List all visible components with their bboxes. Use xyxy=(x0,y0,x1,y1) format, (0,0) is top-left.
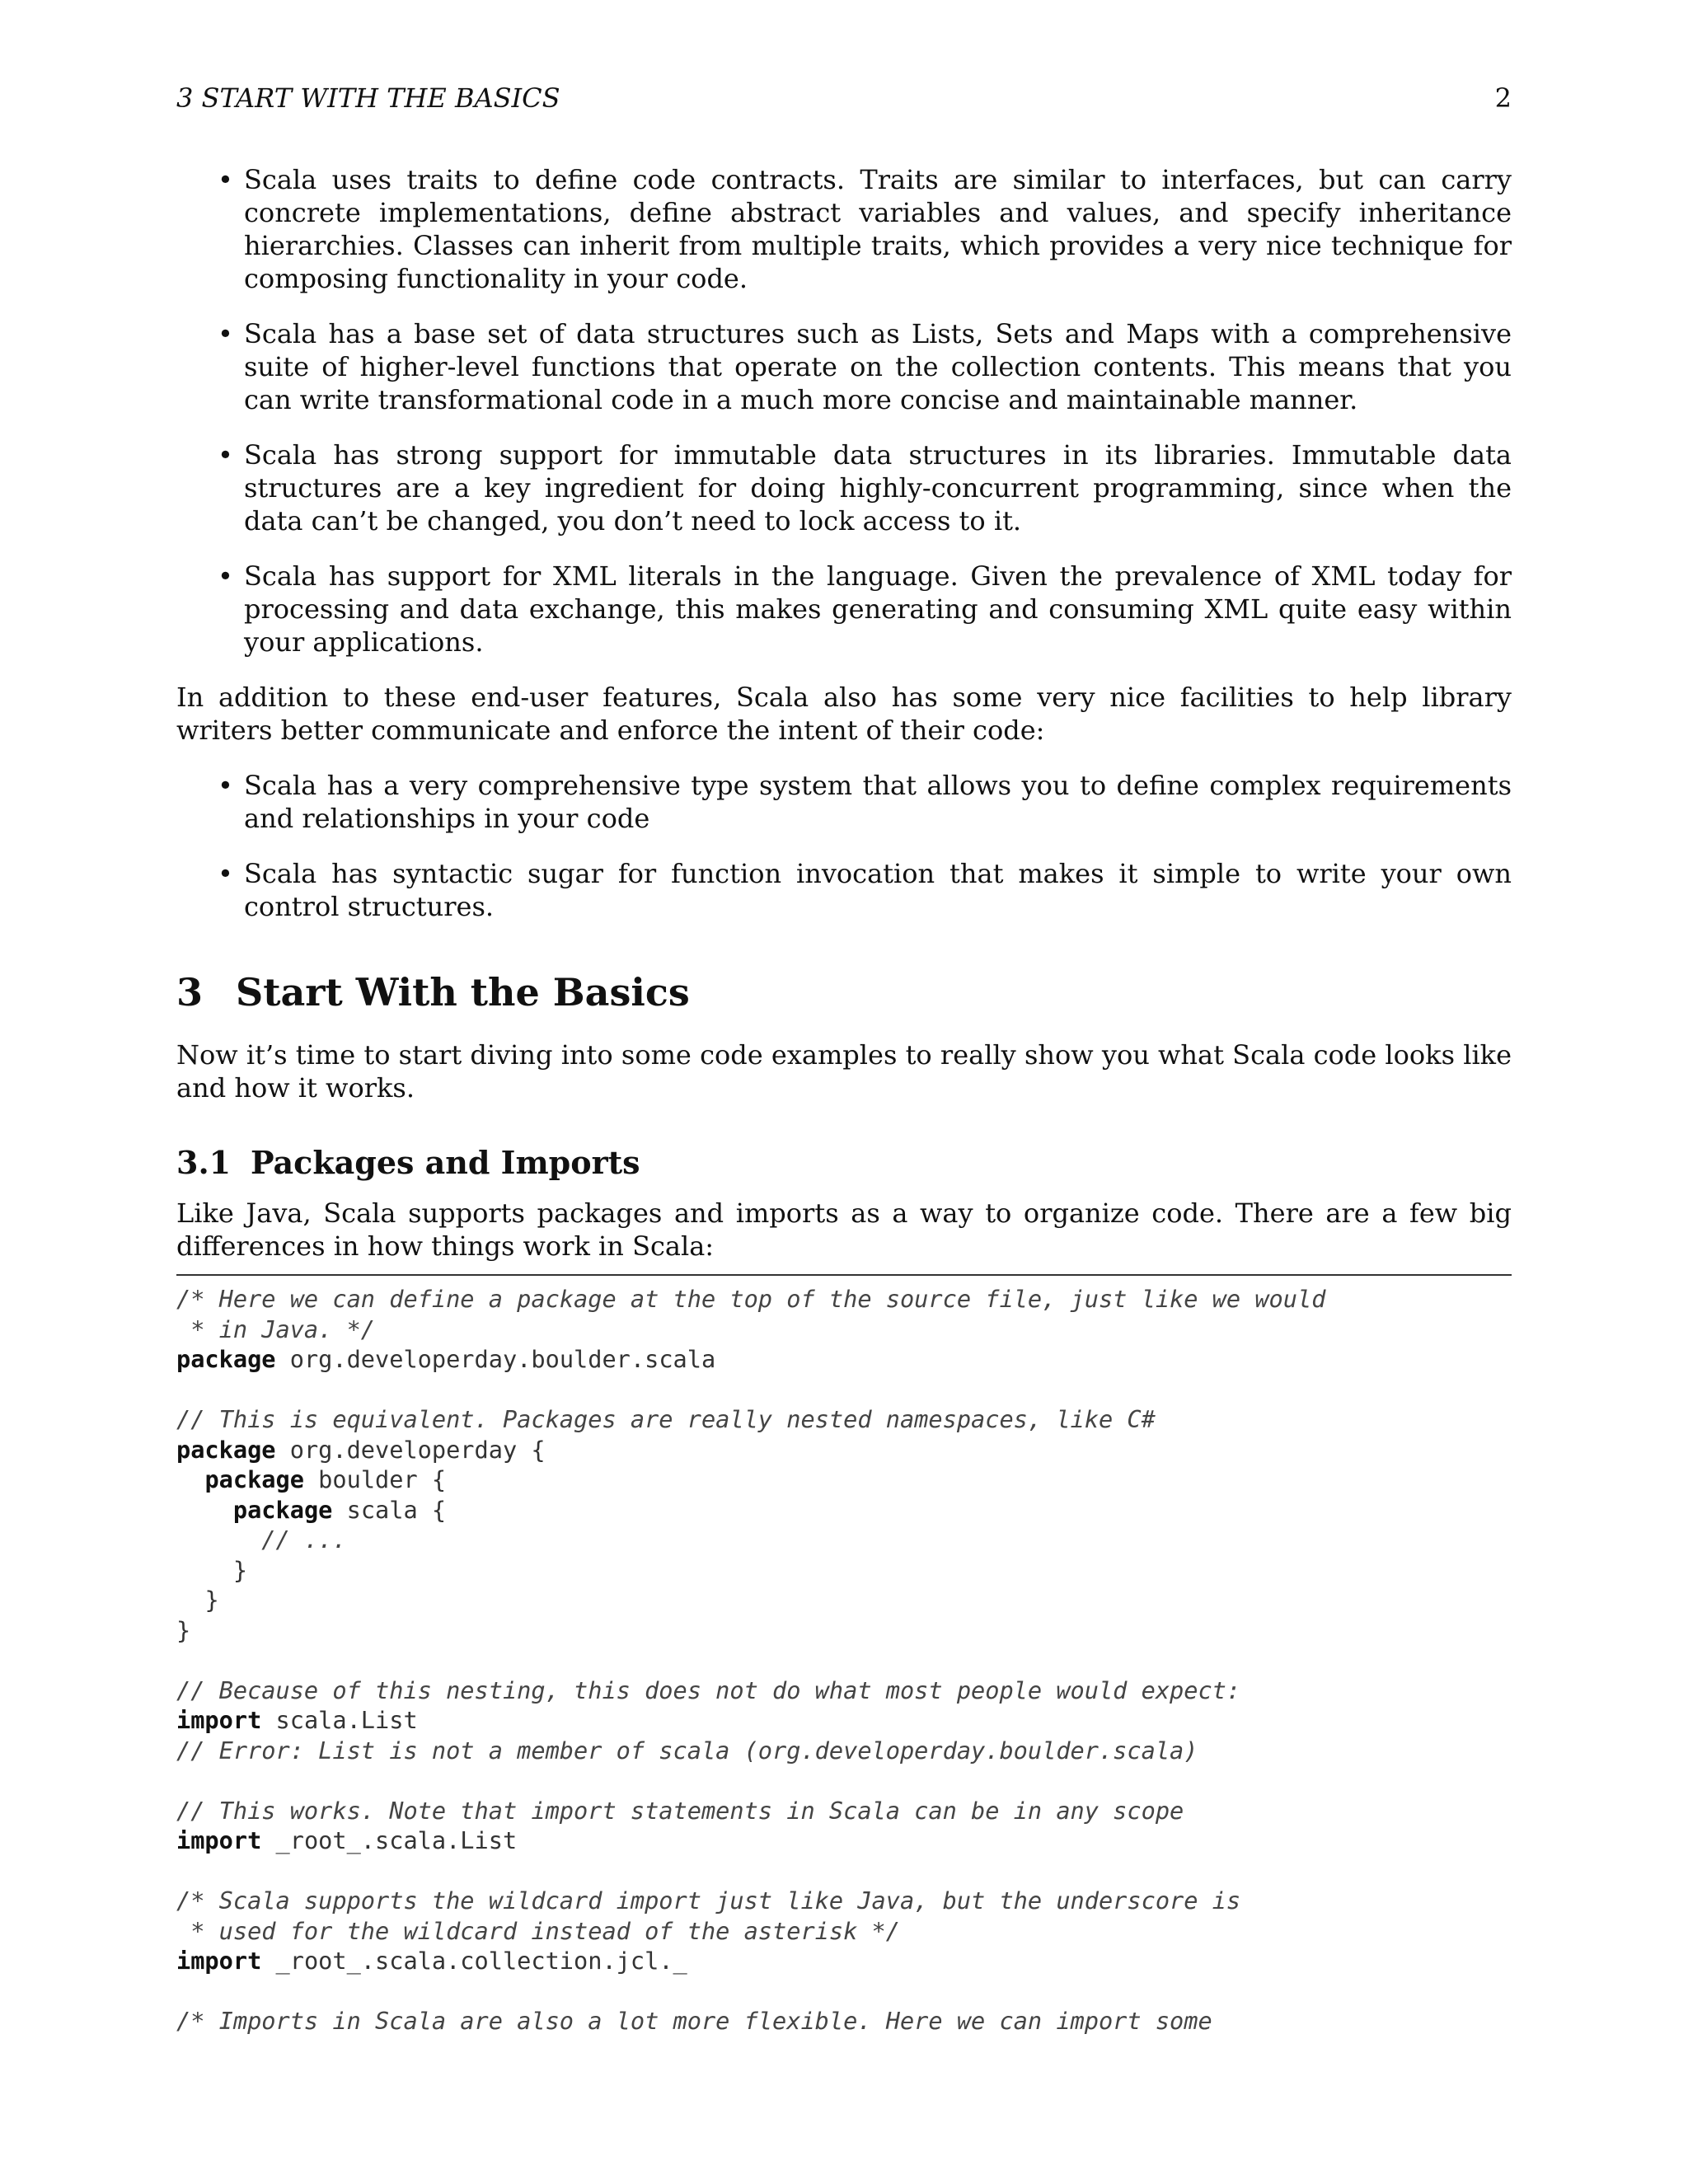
code-text: scala.List xyxy=(261,1706,418,1734)
code-keyword: package xyxy=(232,1495,333,1524)
code-comment: /* Here we can define a package at the top of the source file, just like we would xyxy=(176,1285,1326,1313)
code-text: boulder { xyxy=(303,1465,447,1493)
code-text: } xyxy=(204,1586,219,1614)
code-listing-rule xyxy=(176,1274,1512,1276)
library-feature-list xyxy=(176,769,1512,923)
section-title: Start With the Basics xyxy=(236,970,690,1015)
section-number: 3 xyxy=(176,970,204,1015)
code-listing xyxy=(176,1284,1512,2036)
code-keyword: package xyxy=(176,1435,276,1464)
page-number: 2 xyxy=(1494,82,1512,114)
code-keyword: import xyxy=(176,1706,262,1734)
feature-list xyxy=(176,163,1512,658)
list-item: • Scala has strong support for immutable data structures in its libraries. Immutable data structures are a key ingredient for doing highly-concurrent programming, since when the data can’t be changed, you don’t need to lock access to it. xyxy=(176,438,1512,537)
header-section-title: 3 START WITH THE BASICS xyxy=(176,82,560,114)
code-comment: // Error: List is not a member of scala (org.developerday.boulder.scala) xyxy=(176,1736,1198,1765)
code-comment: // Because of this nesting, this does not do what most people would expect: xyxy=(176,1675,1241,1704)
code-comment: // ... xyxy=(261,1526,347,1554)
code-text: scala { xyxy=(332,1495,447,1524)
subsection-intro-paragraph: Like Java, Scala supports packages and imports as a way to organize code. There are a few big differences in how things work in Scala: xyxy=(176,1197,1512,1262)
list-item: • Scala has a base set of data structures such as Lists, Sets and Maps with a comprehensive suite of higher-level functions that operate on the collection contents. This means that you can write transformational code in a much more concise and maintainable manner. xyxy=(176,317,1512,416)
code-comment: // This works. Note that import statements in Scala can be in any scope xyxy=(176,1796,1184,1825)
running-header xyxy=(176,82,1512,119)
code-text: _root_.scala.collection.jcl._ xyxy=(261,1947,687,1975)
code-comment: /* Imports in Scala are also a lot more flexible. Here we can import some xyxy=(176,2007,1212,2035)
list-item: • Scala has support for XML literals in the language. Given the prevalence of XML today for processing and data exchange, this makes generating and consuming XML quite easy within your applications. xyxy=(176,560,1512,658)
subsection-title: Packages and Imports xyxy=(251,1144,640,1181)
code-keyword: import xyxy=(176,1826,262,1854)
subsection-heading xyxy=(176,1144,1512,1182)
code-comment: /* Scala supports the wildcard import just like Java, but the underscore is xyxy=(176,1886,1241,1915)
code-text: } xyxy=(232,1555,248,1584)
list-item: • Scala has syntactic sugar for function invocation that makes it simple to write your own control structures. xyxy=(176,857,1512,923)
list-item: • Scala uses traits to define code contracts. Traits are similar to interfaces, but can carry concrete implementations, define abstract variables and values, and specify inheritance hierarchies. Classes can inherit from multiple traits, which provides a very nice technique for composing functionality in your code. xyxy=(176,163,1512,295)
subsection-number: 3.1 xyxy=(176,1144,232,1181)
library-intro-paragraph: In addition to these end-user features, Scala also has some very nice facilities to help library writers better communicate and enforce the intent of their code: xyxy=(176,682,1512,746)
code-keyword: import xyxy=(176,1947,262,1975)
code-keyword: package xyxy=(176,1345,276,1373)
code-comment: * in Java. */ xyxy=(176,1315,376,1343)
section-heading xyxy=(176,969,1512,1015)
code-comment: // This is equivalent. Packages are really nested namespaces, like C# xyxy=(176,1405,1156,1433)
code-text: } xyxy=(176,1615,191,1644)
code-keyword: package xyxy=(204,1465,304,1493)
section-intro-paragraph: Now it’s time to start diving into some code examples to really show you what Scala code looks like and how it works. xyxy=(176,1039,1512,1104)
list-item: • Scala has a very comprehensive type system that allows you to define complex requirements and relationships in your code xyxy=(176,769,1512,835)
body-text xyxy=(176,163,1512,2036)
code-text: org.developerday { xyxy=(275,1435,546,1464)
code-text: org.developerday.boulder.scala xyxy=(275,1345,716,1373)
code-comment: * used for the wildcard instead of the asterisk */ xyxy=(176,1916,900,1945)
code-text: _root_.scala.List xyxy=(261,1826,518,1854)
